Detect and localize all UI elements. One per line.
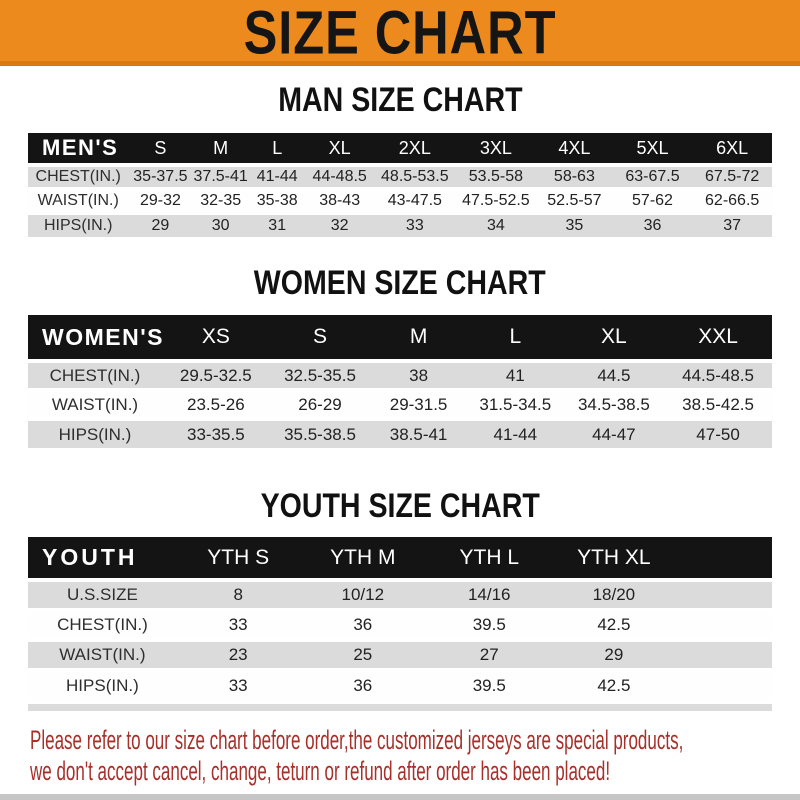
column-header: XL [564, 315, 664, 361]
column-header: M [370, 315, 467, 361]
size-value-cell: 38.5-41 [370, 419, 467, 448]
table-corner-label: YOUTH [28, 537, 177, 580]
size-value-cell: 26-29 [270, 390, 370, 419]
men-size-table [28, 133, 772, 237]
column-header: XS [162, 315, 270, 361]
column-header: S [128, 133, 192, 165]
women-section [0, 265, 800, 448]
size-value-cell: 32.5-35.5 [270, 361, 370, 390]
size-value-cell: 35.5-38.5 [270, 419, 370, 448]
size-value-cell: 39.5 [426, 610, 552, 640]
size-value-cell: 31 [249, 213, 306, 237]
size-value-cell: 35-38 [249, 189, 306, 213]
row-label: WAIST(IN.) [28, 390, 162, 419]
filler-cell [675, 610, 772, 640]
size-value-cell: 31.5-34.5 [467, 390, 564, 419]
column-header: 3XL [456, 133, 536, 165]
table-row [28, 580, 772, 610]
column-header: YTH S [177, 537, 300, 580]
youth-section [0, 488, 800, 711]
row-label: CHEST(IN.) [28, 165, 128, 189]
column-header: S [270, 315, 370, 361]
row-label: HIPS(IN.) [28, 213, 128, 237]
column-header: YTH L [426, 537, 552, 580]
row-label: HIPS(IN.) [28, 419, 162, 448]
size-value-cell: 8 [177, 580, 300, 610]
size-value-cell: 57-62 [613, 189, 693, 213]
bottom-edge-strip [0, 794, 800, 800]
table-row [28, 419, 772, 448]
size-value-cell: 41 [467, 361, 564, 390]
size-value-cell: 33 [177, 610, 300, 640]
size-value-cell: 47-50 [664, 419, 772, 448]
size-value-cell: 44-47 [564, 419, 664, 448]
size-value-cell: 32 [305, 213, 373, 237]
column-header: 6XL [692, 133, 772, 165]
table-row [28, 361, 772, 390]
table-row [28, 165, 772, 189]
size-value-cell: 48.5-53.5 [374, 165, 456, 189]
table-row [28, 640, 772, 670]
banner [0, 0, 800, 66]
table-row [28, 189, 772, 213]
column-header: M [192, 133, 249, 165]
table-corner-label: MEN'S [28, 133, 128, 165]
column-header-filler [675, 537, 772, 580]
size-value-cell: 35-37.5 [128, 165, 192, 189]
table-row [28, 670, 772, 700]
women-section-heading [0, 265, 800, 301]
size-value-cell: 29-31.5 [370, 390, 467, 419]
size-value-cell: 37.5-41 [192, 165, 249, 189]
size-value-cell: 39.5 [426, 670, 552, 700]
column-header: L [249, 133, 306, 165]
size-value-cell: 52.5-57 [536, 189, 613, 213]
footer-line-2: we don't accept cancel, change, teturn or refund after order has been placed! [30, 756, 611, 786]
size-value-cell: 42.5 [552, 610, 675, 640]
youth-header-row [28, 537, 772, 580]
column-header: YTH M [300, 537, 426, 580]
size-value-cell: 33 [177, 670, 300, 700]
size-value-cell: 62-66.5 [692, 189, 772, 213]
size-value-cell: 25 [300, 640, 426, 670]
row-label: CHEST(IN.) [28, 610, 177, 640]
women-size-table [28, 315, 772, 448]
men-header-row [28, 133, 772, 165]
size-value-cell: 33-35.5 [162, 419, 270, 448]
column-header: 4XL [536, 133, 613, 165]
size-value-cell: 38.5-42.5 [664, 390, 772, 419]
size-value-cell: 33 [374, 213, 456, 237]
size-value-cell: 32-35 [192, 189, 249, 213]
size-value-cell: 58-63 [536, 165, 613, 189]
size-value-cell: 23 [177, 640, 300, 670]
size-value-cell: 38 [370, 361, 467, 390]
men-section-heading [0, 82, 800, 118]
filler-cell [675, 580, 772, 610]
size-value-cell: 44.5-48.5 [664, 361, 772, 390]
size-value-cell: 30 [192, 213, 249, 237]
size-value-cell: 36 [300, 610, 426, 640]
size-value-cell: 44.5 [564, 361, 664, 390]
size-value-cell: 29.5-32.5 [162, 361, 270, 390]
size-value-cell: 67.5-72 [692, 165, 772, 189]
men-heading-text: MAN SIZE CHART [277, 81, 523, 119]
size-value-cell: 35 [536, 213, 613, 237]
youth-size-table [28, 537, 772, 700]
row-label: CHEST(IN.) [28, 361, 162, 390]
column-header: XXL [664, 315, 772, 361]
row-label: U.S.SIZE [28, 580, 177, 610]
column-header: YTH XL [552, 537, 675, 580]
size-value-cell: 42.5 [552, 670, 675, 700]
size-value-cell: 41-44 [249, 165, 306, 189]
row-label: WAIST(IN.) [28, 189, 128, 213]
filler-cell [675, 640, 772, 670]
size-value-cell: 29 [128, 213, 192, 237]
size-value-cell: 29-32 [128, 189, 192, 213]
size-value-cell: 63-67.5 [613, 165, 693, 189]
size-value-cell: 34 [456, 213, 536, 237]
youth-table-bottom-strip [28, 704, 772, 711]
footer-line-1: Please refer to our size chart before order,the customized jerseys are special products, [30, 725, 684, 755]
size-value-cell: 18/20 [552, 580, 675, 610]
size-value-cell: 36 [613, 213, 693, 237]
men-section [0, 82, 800, 237]
size-value-cell: 34.5-38.5 [564, 390, 664, 419]
size-value-cell: 27 [426, 640, 552, 670]
youth-section-heading [0, 488, 800, 524]
size-value-cell: 47.5-52.5 [456, 189, 536, 213]
women-header-row [28, 315, 772, 361]
size-value-cell: 41-44 [467, 419, 564, 448]
footer-note [30, 725, 800, 787]
size-value-cell: 53.5-58 [456, 165, 536, 189]
column-header: XL [305, 133, 373, 165]
size-value-cell: 38-43 [305, 189, 373, 213]
table-row [28, 213, 772, 237]
row-label: WAIST(IN.) [28, 640, 177, 670]
column-header: 2XL [374, 133, 456, 165]
table-corner-label: WOMEN'S [28, 315, 162, 361]
size-value-cell: 37 [692, 213, 772, 237]
column-header: 5XL [613, 133, 693, 165]
size-value-cell: 29 [552, 640, 675, 670]
table-row [28, 610, 772, 640]
filler-cell [675, 670, 772, 700]
size-value-cell: 43-47.5 [374, 189, 456, 213]
size-value-cell: 44-48.5 [305, 165, 373, 189]
size-value-cell: 10/12 [300, 580, 426, 610]
size-value-cell: 36 [300, 670, 426, 700]
row-label: HIPS(IN.) [28, 670, 177, 700]
column-header: L [467, 315, 564, 361]
youth-heading-text: YOUTH SIZE CHART [260, 487, 540, 525]
size-value-cell: 23.5-26 [162, 390, 270, 419]
table-row [28, 390, 772, 419]
page-title: SIZE CHART [243, 0, 557, 67]
women-heading-text: WOMEN SIZE CHART [254, 264, 546, 302]
size-value-cell: 14/16 [426, 580, 552, 610]
